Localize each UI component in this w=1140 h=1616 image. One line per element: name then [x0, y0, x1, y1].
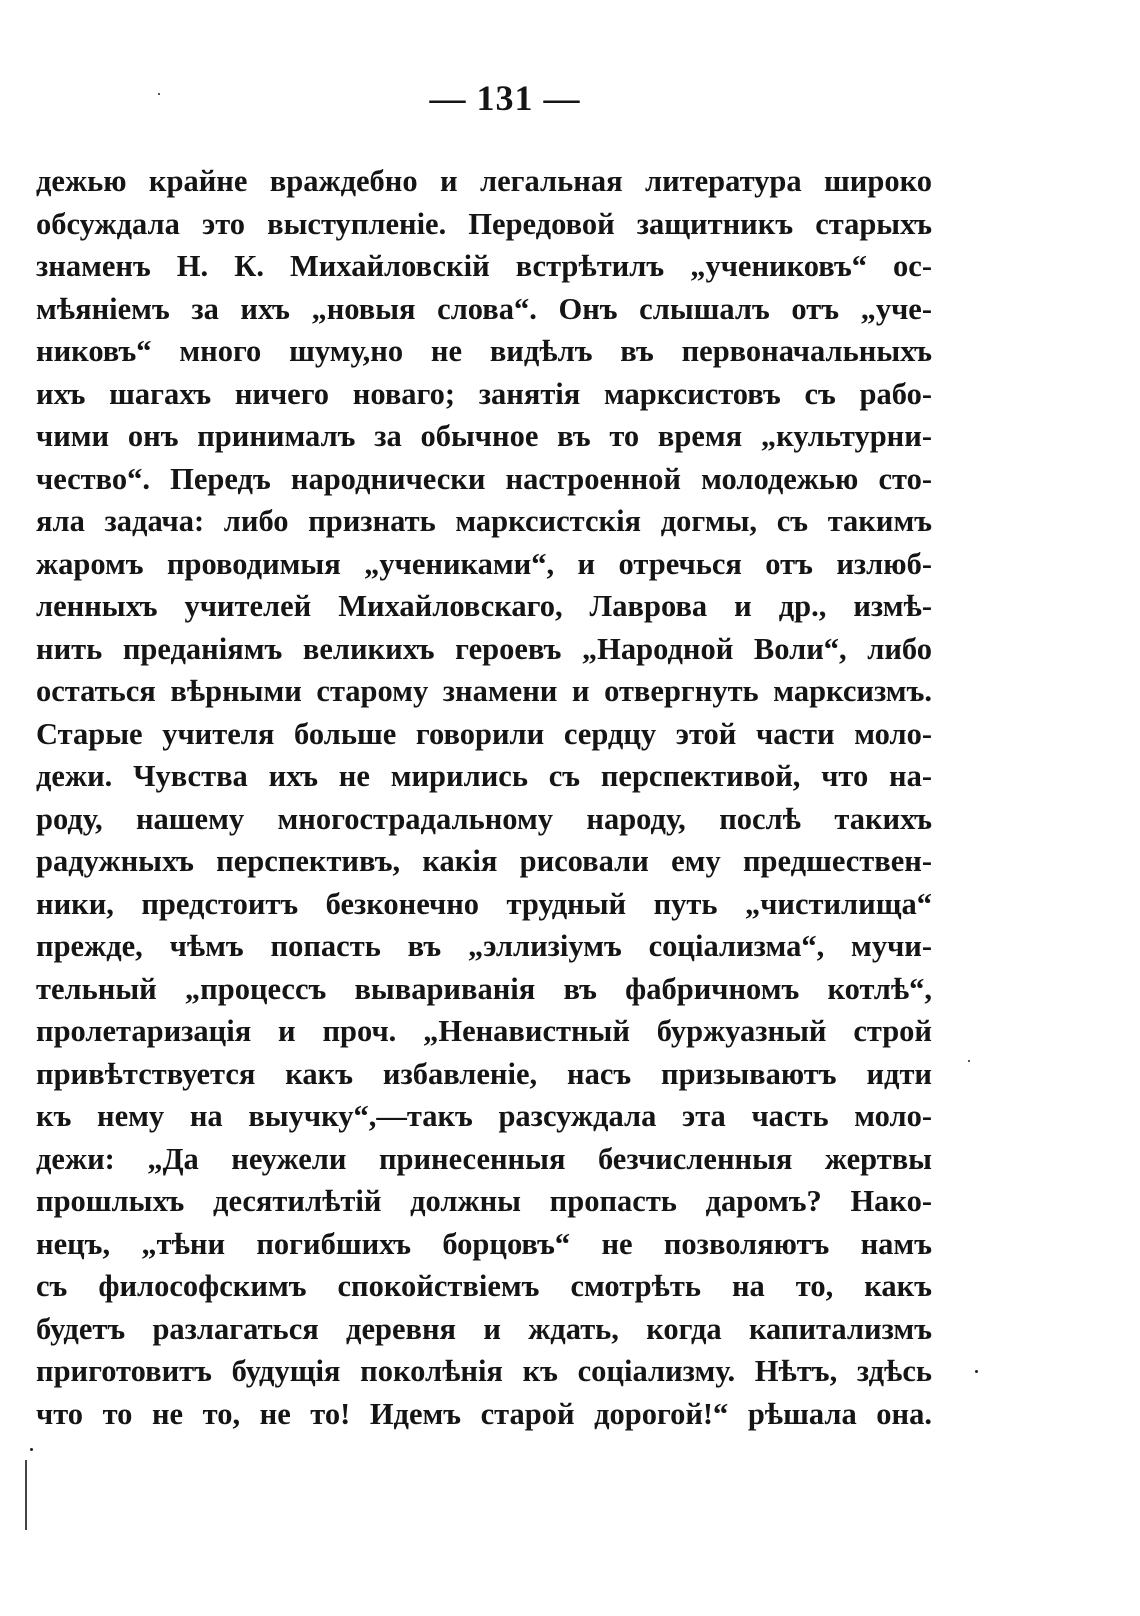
- text-line: нить преданіямъ великихъ героевъ „Народной Воли“, либо: [36, 631, 932, 666]
- text-line: ленныхъ учителей Михайловскаго, Лаврова и др., измѣ-: [36, 589, 932, 623]
- text-line: дежи. Чувства ихъ не мирились съ перспективой, что на-: [36, 759, 932, 793]
- text-line: съ философскимъ спокойствіемъ смотрѣть на то, какъ: [36, 1269, 932, 1303]
- text-line: жаромъ проводимыя „учениками“, и отречься отъ излюб-: [36, 546, 932, 581]
- text-line: къ нему на выучку“,—такъ разсуждала эта часть моло-: [36, 1099, 932, 1133]
- scan-margin-rule: [25, 1460, 27, 1530]
- text-line: Старые учителя больше говорили сердцу этой части моло-: [36, 716, 932, 751]
- text-line: обсуждала это выступленіе. Передовой защитникъ старыхъ: [36, 206, 932, 241]
- text-line: чество“. Передъ народнически настроенной молодежью сто-: [36, 461, 932, 496]
- text-line: дежи: „Да неужели принесенныя безчисленныя жертвы: [36, 1141, 932, 1176]
- scan-speck: [975, 1370, 978, 1373]
- page-number: — 131 —: [429, 78, 581, 118]
- text-line: остаться вѣрными старому знамени и отвергнуть марксизмъ.: [36, 674, 932, 708]
- text-line: будетъ разлагаться деревня и ждать, когда капитализмъ: [36, 1311, 932, 1346]
- text-line: яла задача: либо признать марксистскія догмы, съ такимъ: [36, 504, 932, 538]
- text-line: мѣяніемъ за ихъ „новыя слова“. Онъ слышалъ отъ „уче-: [36, 291, 932, 326]
- text-line: ихъ шагахъ ничего новаго; занятія марксистовъ съ рабо-: [36, 376, 932, 411]
- scan-speck: [158, 93, 160, 95]
- scan-speck: [30, 1448, 33, 1451]
- text-line: радужныхъ перспективъ, какія рисовали ему предшествен-: [36, 844, 932, 878]
- text-line: пролетаризація и проч. „Ненавистный буржуазный строй: [36, 1014, 932, 1048]
- text-line: роду, нашему многострадальному народу, послѣ такихъ: [36, 801, 932, 836]
- page-text-body: [36, 160, 932, 1435]
- text-line: прежде, чѣмъ попасть въ „эллизіумъ соціализма“, мучи-: [36, 929, 932, 963]
- text-line: чими онъ принималъ за обычное въ то время „культурни-: [36, 419, 932, 453]
- text-line: никовъ“ много шуму,но не видѣлъ въ первоначальныхъ: [36, 334, 932, 368]
- text-line: привѣтствуется какъ избавленіе, насъ призываютъ идти: [36, 1056, 932, 1091]
- text-line: прошлыхъ десятилѣтій должны пропасть даромъ? Нако-: [36, 1184, 932, 1218]
- text-line: приготовитъ будущія поколѣнія къ соціализму. Нѣтъ, здѣсь: [36, 1354, 932, 1388]
- text-line: нецъ, „тѣни погибшихъ борцовъ“ не позволяютъ намъ: [36, 1226, 932, 1261]
- text-line: ники, предстоитъ безконечно трудный путь „чистилища“: [36, 886, 932, 921]
- text-line: дежью крайне враждебно и легальная литература широко: [36, 164, 932, 198]
- text-line: знаменъ Н. К. Михайловскій встрѣтилъ „учениковъ“ ос-: [36, 249, 932, 283]
- text-line-last: что то не то, не то! Идемъ старой дорогой!“ рѣшала она.: [36, 1396, 932, 1431]
- scan-speck: [968, 1060, 970, 1062]
- text-line: тельный „процессъ вывариванія въ фабричномъ котлѣ“,: [36, 971, 932, 1006]
